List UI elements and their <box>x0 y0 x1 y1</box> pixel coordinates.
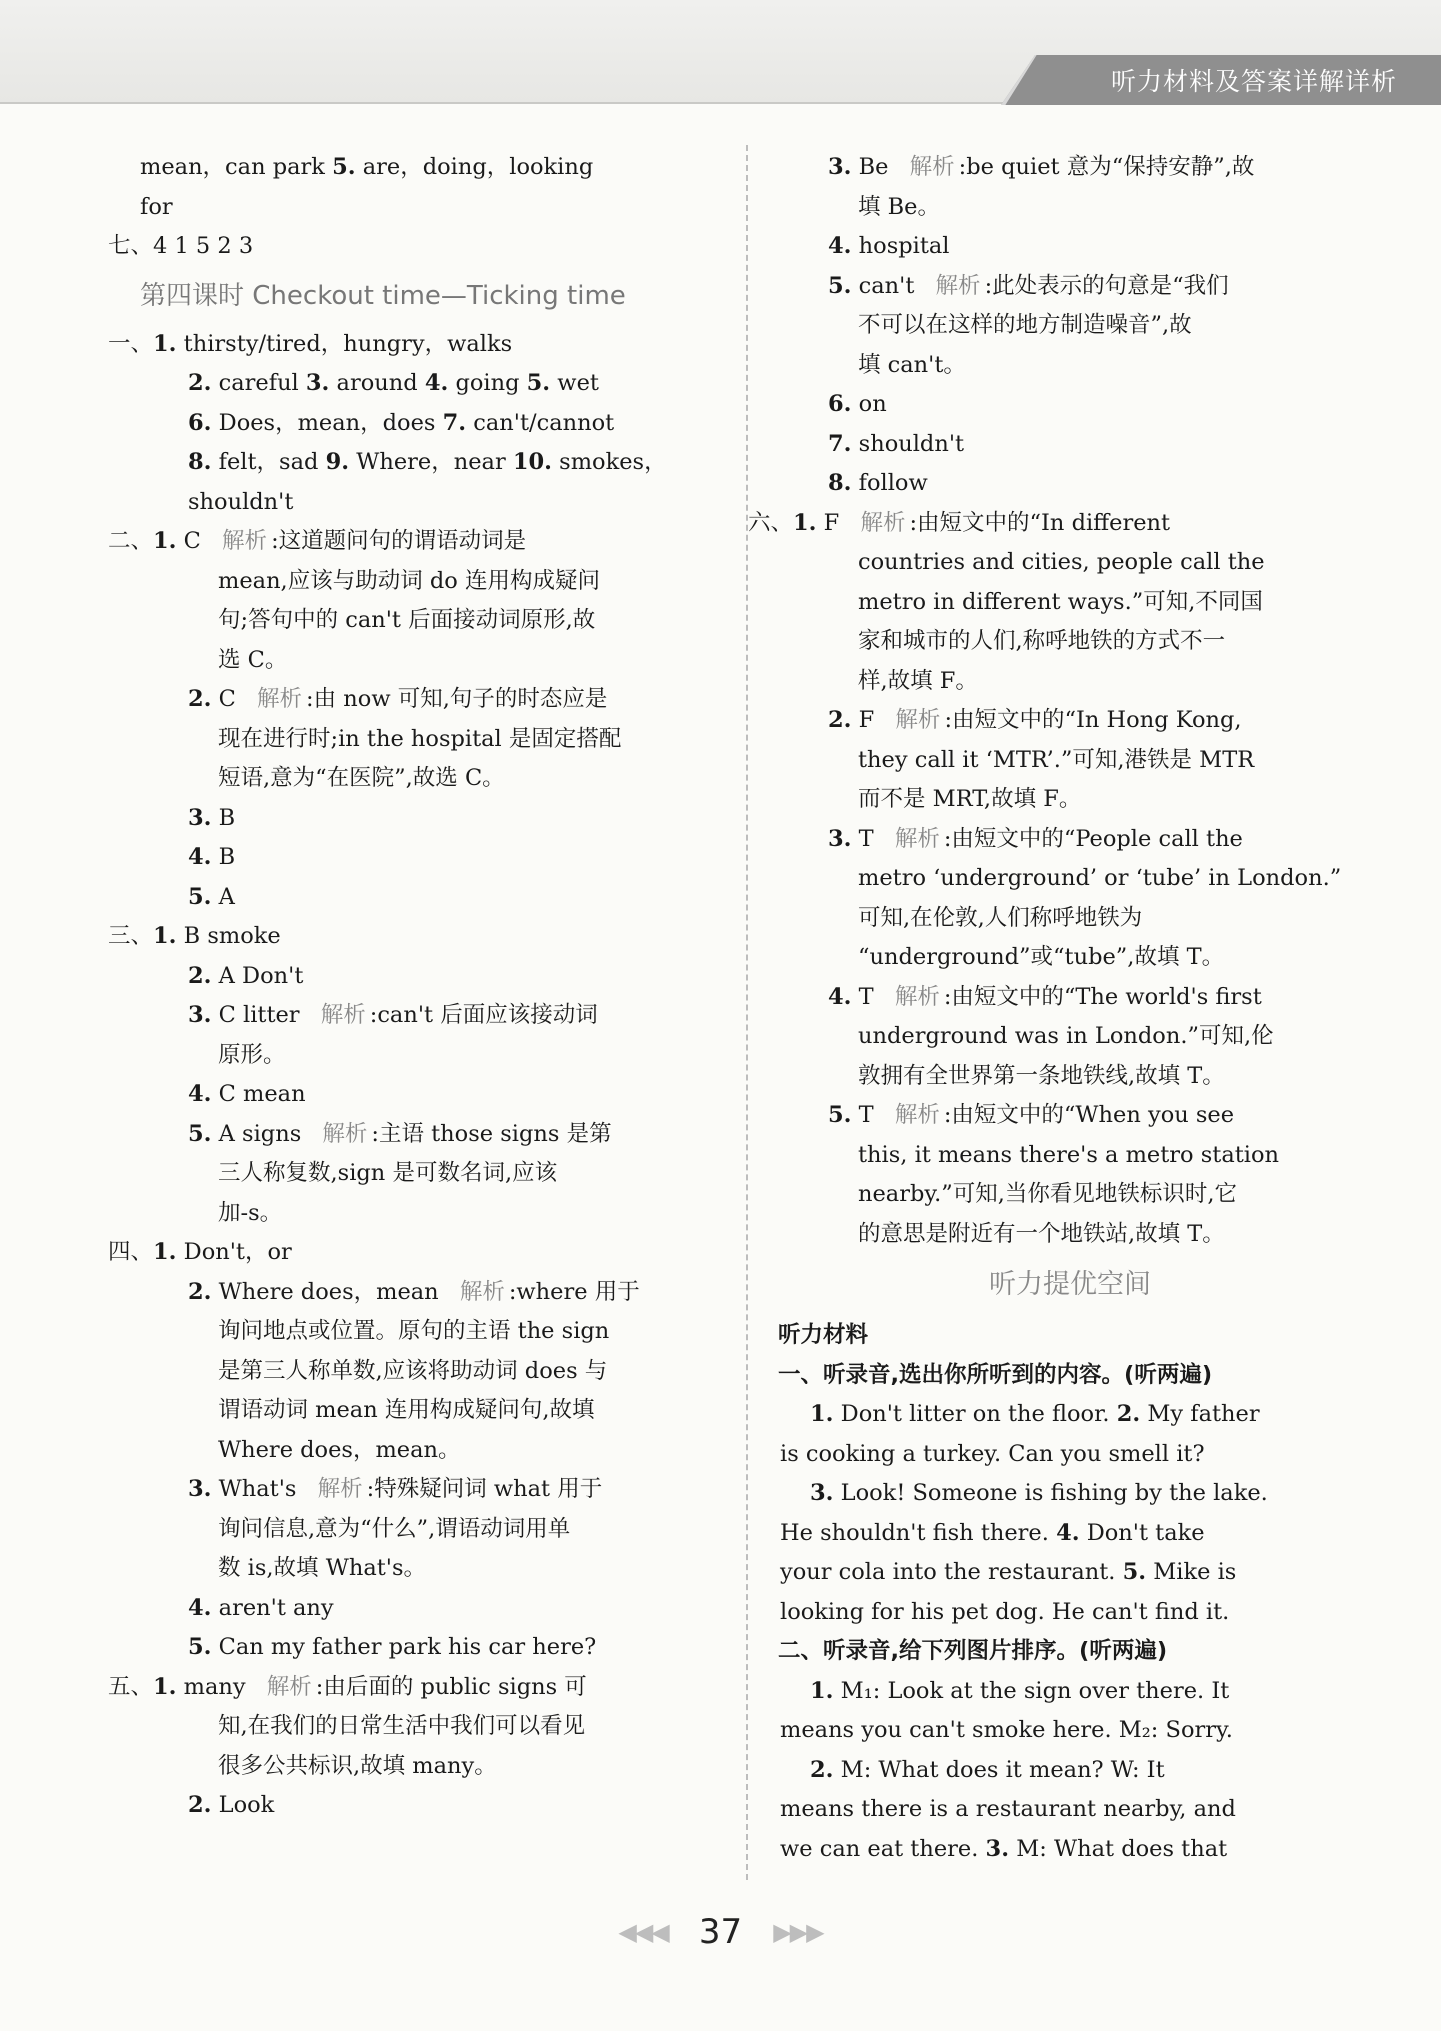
text-line: 可知,在伦敦,人们称呼地铁为 <box>858 904 1143 931</box>
item-number: 5. <box>828 272 852 299</box>
item-number: 6. <box>188 409 212 436</box>
item-number: 3. <box>810 1480 834 1506</box>
item-number: 2. <box>188 1792 212 1818</box>
text-line: 6. Does，mean，does 7. can't/cannot <box>188 409 615 436</box>
text-line: 4. B <box>188 844 236 870</box>
text-line: 选 C。 <box>218 646 288 673</box>
text-line: is cooking a turkey. Can you smell it? <box>780 1440 1205 1467</box>
text-line: 8. follow <box>828 470 928 496</box>
text-line: this, it means there's a metro station <box>858 1141 1280 1168</box>
item-number: 2. <box>188 962 212 989</box>
left-column <box>108 148 720 1826</box>
analysis-label: 解析 <box>895 707 941 733</box>
analysis-label: 解析 <box>860 509 906 536</box>
text-line: 2. M: What does it mean? W: It <box>810 1756 1165 1783</box>
item-number: 8. <box>828 470 852 496</box>
text-line: 三、1. B smoke <box>108 923 281 949</box>
analysis-label: 解析 <box>894 983 940 1010</box>
text-line: 7. shouldn't <box>828 430 965 457</box>
analysis-label: 解析 <box>266 1673 312 1700</box>
right-column <box>748 148 1360 1869</box>
text-line: metro in different ways.”可知,不同国 <box>858 588 1263 615</box>
text-line: 4. hospital <box>828 233 950 259</box>
text-line: 3. Look! Someone is fishing by the lake. <box>810 1480 1268 1506</box>
analysis-label: 解析 <box>320 1002 366 1028</box>
item-number: 2. <box>188 686 212 712</box>
analysis-label: 解析 <box>222 528 268 554</box>
analysis-label: 解析 <box>322 1120 368 1147</box>
item-number: 7. <box>442 409 467 436</box>
page-number: 37 <box>698 1912 743 1952</box>
item-number: 1. <box>793 509 817 536</box>
item-number: 1. <box>810 1401 834 1427</box>
item-number: 1. <box>153 1239 177 1265</box>
text-line: 原形。 <box>218 1041 286 1068</box>
item-number: 3. <box>188 1002 212 1028</box>
text-line: 七、4 1 5 2 3 <box>108 233 254 259</box>
text-line: countries and cities, people call the <box>858 549 1265 575</box>
analysis-label: 解析 <box>909 154 955 180</box>
text-line: 很多公共标识,故填 many。 <box>218 1752 497 1779</box>
text-line: 而不是 MRT,故填 F。 <box>858 786 1082 812</box>
text-line: 五、1. many 解析 :由后面的 public signs 可 <box>108 1673 587 1700</box>
text-line: 询问地点或位置。原句的主语 the sign <box>218 1318 610 1344</box>
text-line: 1. Don't litter on the floor. 2. My father <box>810 1401 1260 1427</box>
text-line: we can eat there. 3. M: What does that <box>780 1835 1228 1862</box>
text-line: 3. What's 解析 :特殊疑问词 what 用于 <box>188 1476 603 1502</box>
item-number: 3. <box>305 370 330 396</box>
text-line: 5. can't 解析 :此处表示的句意是“我们 <box>828 272 1229 299</box>
analysis-label: 解析 <box>257 686 303 712</box>
text-line: 2. careful 3. around 4. going 5. wet <box>188 370 599 396</box>
analysis-label: 解析 <box>459 1278 505 1305</box>
text-line: Where does，mean。 <box>218 1436 461 1463</box>
item-number: 9. <box>325 449 350 475</box>
item-number: 3. <box>828 154 852 180</box>
text-line: 4. C mean <box>188 1081 306 1107</box>
text-line: 听力材料 <box>778 1322 869 1348</box>
text-line: 5. A signs 解析 :主语 those signs 是第 <box>188 1120 612 1147</box>
text-line: underground was in London.”可知,伦 <box>858 1023 1274 1049</box>
text-line: 一、听录音,选出你所听到的内容。(听两遍) <box>778 1361 1213 1388</box>
text-line: 8. felt，sad 9. Where，near 10. smokes， <box>188 449 667 475</box>
item-number: 3. <box>828 825 852 852</box>
text-line: 三人称复数,sign 是可数名词,应该 <box>218 1160 558 1186</box>
text-line: 填 can't。 <box>858 351 966 378</box>
text-line: 二、1. C 解析 :这道题问句的谓语动词是 <box>108 528 527 554</box>
item-number: 4. <box>188 1081 212 1107</box>
item-number: 5. <box>188 1120 212 1147</box>
item-number: 4. <box>1056 1519 1080 1546</box>
text-line: 四、1. Don't，or <box>108 1239 292 1265</box>
text-line: 询问信息,意为“什么”,谓语动词用单 <box>218 1515 571 1542</box>
text-line: He shouldn't fish there. 4. Don't take <box>780 1519 1205 1546</box>
item-number: 5. <box>526 370 551 396</box>
item-number: 5. <box>332 154 356 180</box>
item-number: 4. <box>188 1594 212 1621</box>
item-number: 4. <box>828 983 852 1010</box>
text-line: mean,应该与助动词 do 连用构成疑问 <box>218 567 600 594</box>
item-number: 8. <box>188 449 212 475</box>
text-line: mean，can park 5. are，doing，looking <box>140 154 594 180</box>
text-line: 填 Be。 <box>858 193 941 220</box>
item-number: 2. <box>188 1278 212 1305</box>
item-number: 1. <box>153 330 177 357</box>
page-footer <box>0 1912 1441 1952</box>
text-line: 短语,意为“在医院”,故选 C。 <box>218 765 505 791</box>
text-line: 的意思是附近有一个地铁站,故填 T。 <box>858 1220 1225 1247</box>
text-line: 3. T 解析 :由短文中的“People call the <box>828 825 1243 852</box>
text-line: “underground”或“tube”,故填 T。 <box>858 944 1225 970</box>
item-number: 1. <box>153 923 177 949</box>
analysis-label: 解析 <box>317 1476 363 1502</box>
text-line: 1. M₁: Look at the sign over there. It <box>810 1677 1230 1704</box>
item-number: 10. <box>512 449 553 475</box>
text-line: 一、1. thirsty/tired，hungry，walks <box>108 330 513 357</box>
header-title: 听力材料及答案详解详析 <box>1110 67 1397 96</box>
text-line: 6. on <box>828 391 887 417</box>
item-number: 5. <box>1122 1559 1147 1585</box>
text-line: 是第三人称单数,应该将助动词 does 与 <box>218 1357 608 1384</box>
item-number: 1. <box>153 528 177 554</box>
item-number: 4. <box>424 370 449 396</box>
text-line: 数 is,故填 What's。 <box>218 1555 427 1581</box>
text-line: means there is a restaurant nearby, and <box>780 1796 1236 1822</box>
item-number: 1. <box>810 1677 834 1704</box>
item-number: 4. <box>828 233 852 259</box>
text-line: 4. T 解析 :由短文中的“The world's first <box>828 983 1262 1010</box>
analysis-label: 解析 <box>894 825 940 852</box>
text-line: 2. Look <box>188 1792 275 1818</box>
item-number: 5. <box>188 883 212 910</box>
text-line: 家和城市的人们,称呼地铁的方式不一 <box>858 628 1226 654</box>
text-line: 现在进行时;in the hospital 是固定搭配 <box>218 725 622 752</box>
prev-arrows-icon: ◀◀◀ <box>618 1918 668 1946</box>
column-divider <box>746 145 748 1880</box>
item-number: 1. <box>153 1673 177 1700</box>
item-number: 7. <box>828 430 852 457</box>
item-number: 5. <box>828 1102 852 1128</box>
analysis-label: 解析 <box>935 272 981 299</box>
text-line: 样,故填 F。 <box>858 667 978 694</box>
text-line: metro ‘underground’ or ‘tube’ in London.” <box>858 865 1342 891</box>
text-line: 六、1. F 解析 :由短文中的“In different <box>748 509 1171 536</box>
text-line: 加-s。 <box>218 1199 283 1226</box>
text-line: 3. B <box>188 804 236 831</box>
text-line: they call it ‘MTR’.”可知,港铁是 MTR <box>858 746 1255 773</box>
text-line: 不可以在这样的地方制造噪音”,故 <box>858 312 1192 338</box>
text-line: 2. A Don't <box>188 962 304 989</box>
text-line: looking for his pet dog. He can't find it. <box>780 1598 1230 1625</box>
item-number: 3. <box>188 804 212 831</box>
item-number: 3. <box>985 1835 1010 1862</box>
text-line: means you can't smoke here. M₂: Sorry. <box>780 1717 1233 1743</box>
item-number: 6. <box>828 391 852 417</box>
item-number: 2. <box>188 370 212 396</box>
text-line: for <box>140 193 173 220</box>
text-line: 5. Can my father park his car here? <box>188 1634 597 1660</box>
lesson-title: 第四课时 Checkout time—Ticking time <box>140 280 626 311</box>
text-line: 3. C litter 解析 :can't 后面应该接动词 <box>188 1002 598 1028</box>
item-number: 2. <box>810 1756 834 1783</box>
text-line: 敦拥有全世界第一条地铁线,故填 T。 <box>858 1062 1225 1089</box>
text-line: 3. Be 解析 :be quiet 意为“保持安静”,故 <box>828 154 1255 180</box>
text-line: 4. aren't any <box>188 1594 334 1621</box>
text-line: 2. Where does，mean 解析 :where 用于 <box>188 1278 640 1305</box>
text-line: 知,在我们的日常生活中我们可以看见 <box>218 1713 586 1739</box>
text-line: 谓语动词 mean 连用构成疑问句,故填 <box>218 1397 595 1423</box>
analysis-label: 解析 <box>894 1102 940 1128</box>
text-line: your cola into the restaurant. 5. Mike is <box>780 1559 1237 1585</box>
text-line: nearby.”可知,当你看见地铁标识时,它 <box>858 1181 1238 1207</box>
item-number: 2. <box>828 707 852 733</box>
item-number: 5. <box>188 1634 212 1660</box>
item-number: 4. <box>188 844 212 870</box>
text-line: 句;答句中的 can't 后面接动词原形,故 <box>218 607 596 633</box>
text-line: 5. A <box>188 883 235 910</box>
text-line: 2. F 解析 :由短文中的“In Hong Kong, <box>828 707 1242 733</box>
item-number: 2. <box>1116 1401 1141 1427</box>
text-line: shouldn't <box>188 488 294 515</box>
text-line: 2. C 解析 :由 now 可知,句子的时态应是 <box>188 686 608 712</box>
text-line: 5. T 解析 :由短文中的“When you see <box>828 1102 1235 1128</box>
item-number: 3. <box>188 1476 212 1502</box>
text-line: 二、听录音,给下列图片排序。(听两遍) <box>778 1638 1168 1664</box>
next-arrows-icon: ▶▶▶ <box>773 1918 823 1946</box>
section-title: 听力提优空间 <box>989 1269 1151 1300</box>
